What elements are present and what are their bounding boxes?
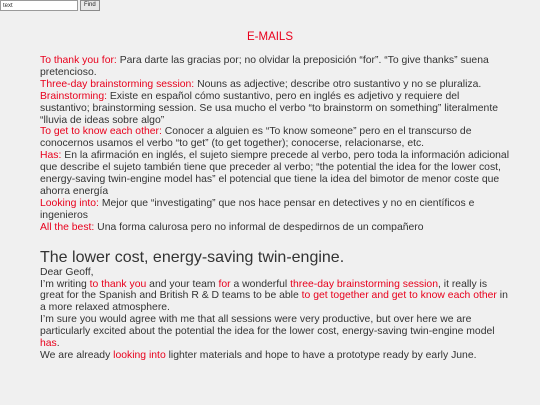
glossary-term: All the best: bbox=[40, 221, 95, 233]
highlighted-phrase: for bbox=[218, 278, 231, 290]
glossary-item bbox=[40, 222, 510, 234]
find-input[interactable] bbox=[0, 0, 78, 11]
letter-body bbox=[40, 267, 510, 362]
main-content bbox=[40, 55, 510, 362]
letter-title: The lower cost, energy-saving twin-engine. bbox=[40, 248, 345, 266]
letter-text: . bbox=[56, 338, 60, 350]
highlighted-phrase: looking into bbox=[113, 349, 166, 361]
find-button[interactable]: Find bbox=[80, 0, 100, 11]
highlighted-phrase: three-day brainstorming session bbox=[290, 278, 438, 290]
glossary-item bbox=[40, 91, 510, 127]
letter-text: in a more relaxed atmosphere. bbox=[40, 290, 508, 314]
glossary-list bbox=[40, 55, 510, 234]
letter-paragraph bbox=[40, 314, 510, 350]
glossary-definition: En la afirmación en inglés, el sujeto siempre precede al verbo, pero toda la información adicional que describe el sujeto también tiene que preceder al verbo; “the potential the idea for the lower cost, energy-saving twin-engine model has” el potencial que tiene la idea del bimotor de menor coste que ahorra energía bbox=[40, 150, 509, 197]
glossary-item bbox=[40, 150, 510, 198]
glossary-item bbox=[40, 55, 510, 79]
glossary-definition: Existe en español cómo sustantivo, pero en inglés es adjetivo y requiere del sustantivo; brainstorming session. Se usa mucho el verbo “to brainstorm on something” literalmente “lluvia de ideas sobre algo” bbox=[40, 90, 498, 126]
glossary-term: Looking into: bbox=[40, 197, 99, 209]
glossary-term: Three-day brainstorming session: bbox=[40, 78, 195, 90]
glossary-item bbox=[40, 198, 510, 222]
page-title: E-MAILS bbox=[246, 31, 293, 43]
find-bar bbox=[0, 0, 100, 11]
glossary-definition: Mejor que “investigating” que nos hace pensar en detectives y no en científicos e ingenieros bbox=[40, 197, 475, 221]
letter-paragraph bbox=[40, 350, 510, 362]
letter-greeting: Dear Geoff, bbox=[40, 266, 94, 278]
letter-text: I’m sure you would agree with me that all sessions were very productive, but over here we are particularly excited about the potential the idea for the lower cost, energy-saving twin-engine model bbox=[40, 314, 495, 338]
glossary-definition: Conocer a alguien es “To know someone” pero en el transcurso de conocernos usamos el verbo “to get” (to get together); conocerse, relacionarse, etc. bbox=[40, 126, 472, 150]
glossary-item bbox=[40, 126, 510, 150]
letter-text: and your team bbox=[146, 278, 219, 290]
letter-text: I’m writing bbox=[40, 278, 90, 290]
glossary-item bbox=[40, 79, 510, 91]
highlighted-phrase: to thank you bbox=[89, 278, 147, 290]
letter-paragraph bbox=[40, 279, 510, 315]
glossary-term: To thank you for: bbox=[40, 55, 117, 66]
glossary-term: Brainstorming: bbox=[40, 90, 107, 102]
glossary-definition: Una forma calurosa pero no informal de despedirnos de un compañero bbox=[94, 221, 424, 233]
glossary-term: To get to know each other: bbox=[40, 126, 162, 138]
glossary-definition: Nouns as adjective; describe otro sustantivo y no se pluraliza. bbox=[194, 78, 482, 90]
glossary-definition: Para darte las gracias por; no olvidar la preposición “for”. “To give thanks” suena pretencioso. bbox=[40, 55, 489, 78]
letter-text: a wonderful bbox=[230, 278, 291, 290]
letter-text: , it really is great for the Spanish and British R & D teams to be able bbox=[40, 278, 488, 302]
highlighted-phrase: to get together and get to know each other bbox=[301, 290, 497, 302]
letter-text: lighter materials and hope to have a prototype ready by early June. bbox=[165, 349, 477, 361]
glossary-term: Has: bbox=[40, 150, 62, 162]
letter-text: We are already bbox=[40, 349, 114, 361]
highlighted-phrase: has bbox=[40, 338, 57, 350]
